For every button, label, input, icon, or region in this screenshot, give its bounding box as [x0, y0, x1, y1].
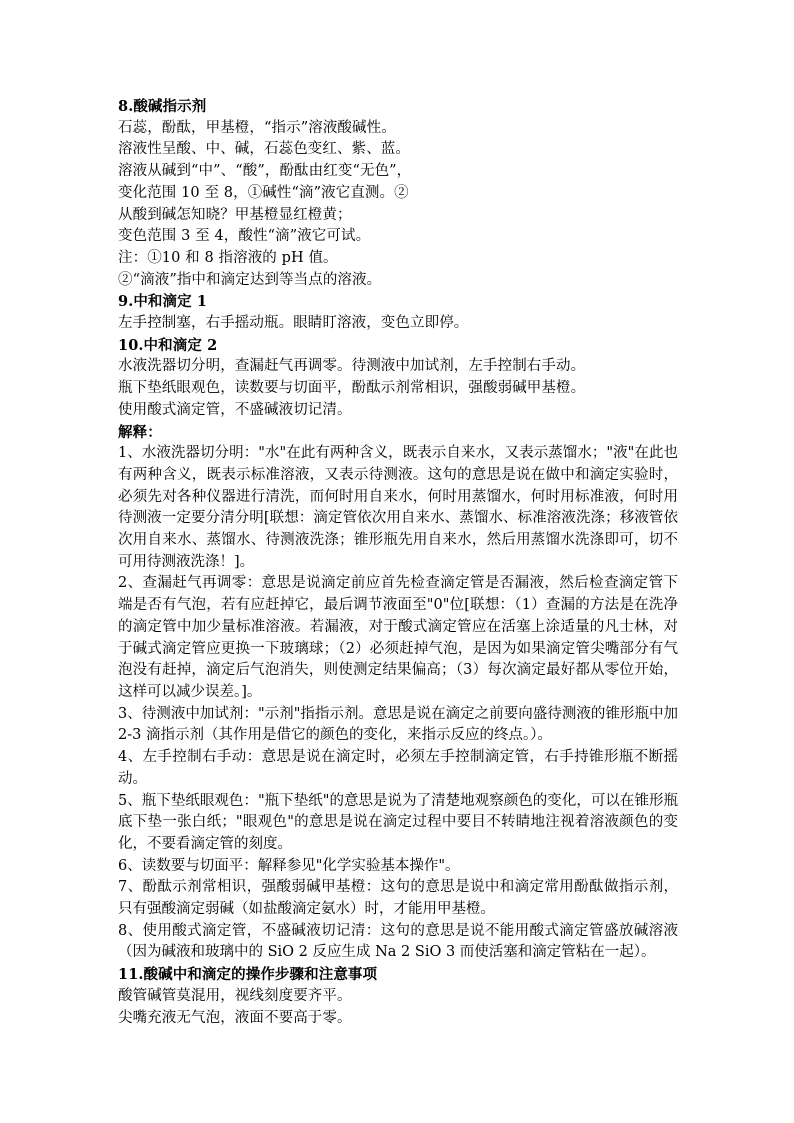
section-11-title: 11.酸碱中和滴定的操作步骤和注意事项: [118, 966, 378, 984]
explanation-1: 1、水液洗器切分明："水"在此有两种含义，既表示自来水，又表示蒸馏水；"液"在此也有两种含义，既表示标准溶液，又表示待测液。这句的意思是说在做中和滴定实验时，必须先对各种仪器进行清洗，而何时用自来水，何时用蒸馏水，何时用标准液，何时用待测液一定要分清分明[联想：滴定管依次用自来水、蒸馏水、标准溶液洗涤；移液管依次用自来水、蒸馏水、待测液洗涤；锥形瓶先用自来水，然后用蒸馏水洗涤即可，切不可用待测液洗涤！]。: [118, 445, 678, 570]
section-8-line-4: 变化范围 10 至 8，①碱性“滴”液它直测。②: [118, 184, 409, 201]
section-8-line-6: 变色范围 3 至 4，酸性“滴”液它可试。: [118, 228, 371, 245]
explanation-8: 8、使用酸式滴定管，不盛碱液切记清：这句的意思是说不能用酸式滴定管盛放碱溶液（因为碱液和玻璃中的 SiO 2 反应生成 Na 2 SiO 3 而使活塞和滴定管粘在一起）。: [118, 922, 678, 961]
section-10-line-3: 使用酸式滴定管，不盛碱液切记清。: [118, 401, 352, 418]
section-8-line-1: 石蕊，酚酞，甲基橙，“指示”溶液酸碱性。: [118, 119, 396, 136]
section-8-note-2: ②“滴液”指中和滴定达到等当点的溶液。: [118, 271, 382, 288]
section-8-title: 8.酸碱指示剂: [118, 98, 207, 115]
explanation-4: 4、左手控制右手动：意思是说在滴定时，必须左手控制滴定管，右手持锥形瓶不断摇动。: [118, 749, 678, 787]
explanation-title: 解释：: [118, 423, 162, 441]
section-8-line-2: 溶液性呈酸、中、碱，石蕊色变红、紫、蓝。: [118, 141, 410, 158]
section-8-note-1: 注：①10 和 8 指溶液的 pH 值。: [118, 249, 338, 266]
section-9-line-1: 左手控制塞，右手摇动瓶。眼睛盯溶液，变色立即停。: [118, 315, 469, 332]
section-10-line-2: 瓶下垫纸眼观色，读数要与切面平，酚酞示剂常相识，强酸弱碱甲基橙。: [118, 380, 586, 397]
section-10-title: 10.中和滴定 2: [118, 336, 218, 354]
section-8-line-3: 溶液从碱到“中”、“酸”，酚酞由红变“无色”，: [118, 163, 412, 180]
section-11-line-2: 尖嘴充液无气泡，液面不要高于零。: [118, 1009, 352, 1026]
section-10-line-1: 水液洗器切分明，查漏赶气再调零。待测液中加试剂，左手控制右手动。: [118, 358, 586, 375]
section-9-title: 9.中和滴定 1: [118, 293, 208, 311]
section-11-line-1: 酸管碱管莫混用，视线刻度要齐平。: [118, 987, 352, 1004]
explanation-5: 5、瓶下垫纸眼观色："瓶下垫纸"的意思是说为了清楚地观察颜色的变化，可以在锥形瓶底下垫一张白纸；"眼观色"的意思是说在滴定过程中要目不转睛地注视着溶液颜色的变化，不要看滴定管的刻度。: [118, 792, 678, 852]
explanation-7: 7、酚酞示剂常相识，强酸弱碱甲基橙：这句的意思是说中和滴定常用酚酞做指示剂，只有强酸滴定弱碱（如盐酸滴定氨水）时，才能用甲基橙。: [118, 879, 678, 918]
section-8-line-5: 从酸到碱怎知晓？甲基橙显红橙黄；: [118, 206, 352, 223]
explanation-3: 3、待测液中加试剂："示剂"指指示剂。意思是说在滴定之前要向盛待测液的锥形瓶中加 2-3 滴指示剂（其作用是借它的颜色的变化，来指示反应的终点。）。: [118, 705, 678, 744]
explanation-6: 6、读数要与切面平：解释参见"化学实验基本操作"。: [118, 857, 460, 874]
explanation-2: 2、查漏赶气再调零：意思是说滴定前应首先检查滴定管是否漏液，然后检查滴定管下端是否有气泡，若有应赶掉它，最后调节液面至"0"位[联想：（1）查漏的方法是在洗净的滴定管中加少量标准溶液。若漏液，对于酸式滴定管应在活塞上涂适量的凡士林，对于碱式滴定管应更换一下玻璃球；（2）必须赶掉气泡，是因为如果滴定管尖嘴部分有气泡没有赶掉，滴定后气泡消失，则使测定结果偏高；（3）每次滴定最好都从零位开始，这样可以减少误差。]。: [118, 575, 678, 700]
document-page: [118, 96, 678, 1029]
